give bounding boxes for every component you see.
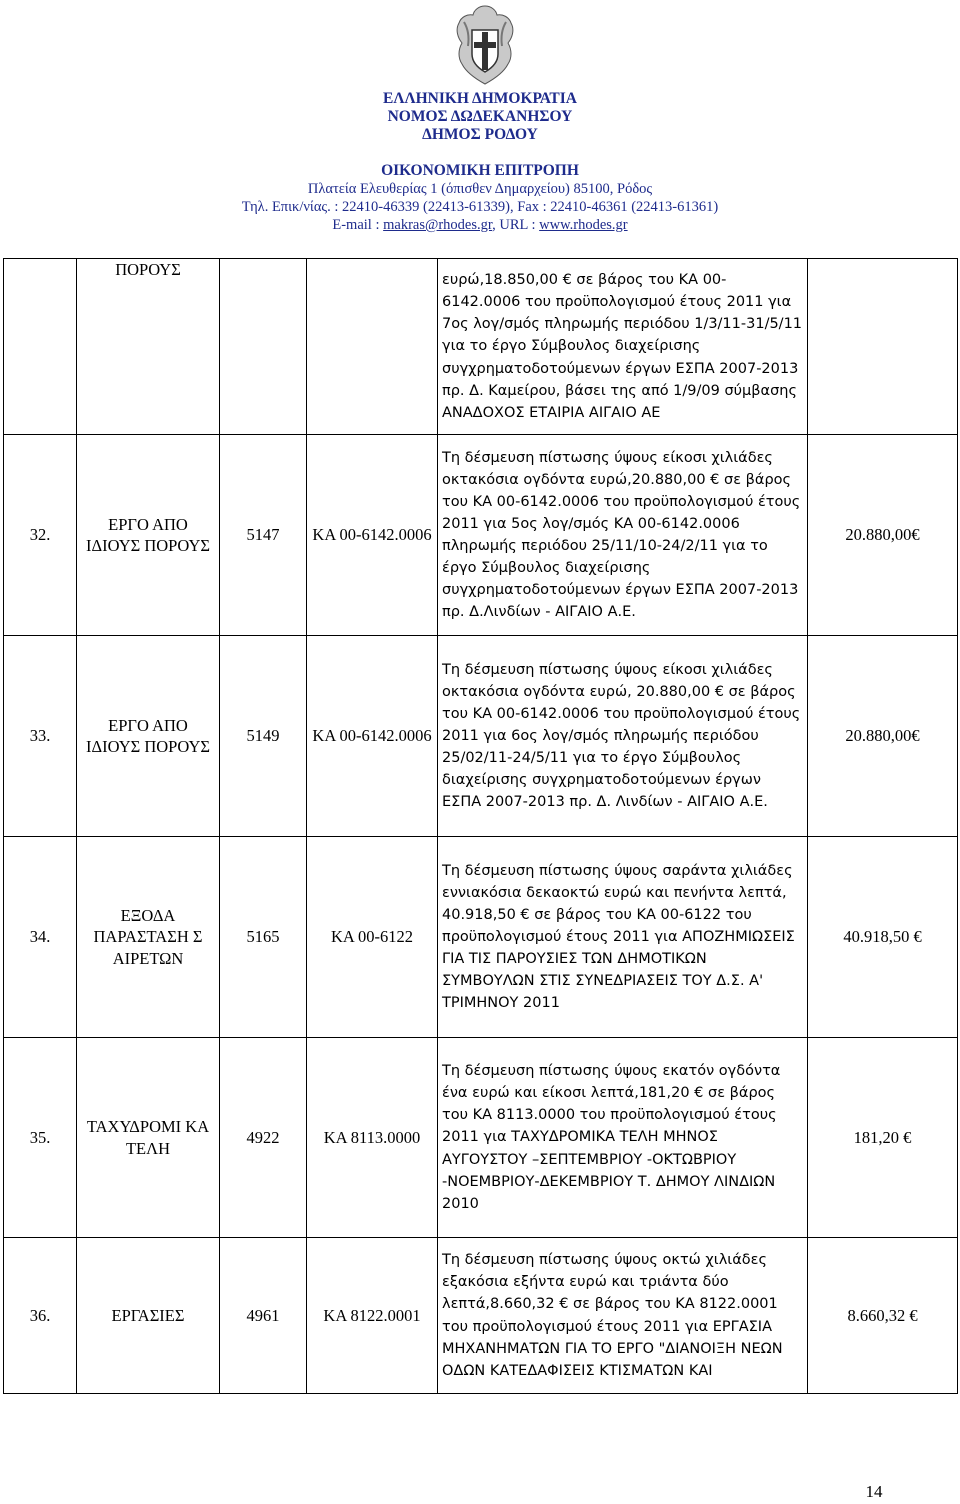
row-description: Τη δέσμευση πίστωσης ύψους εκατόν ογδόντα ένα ευρώ και είκοσι λεπτά,181,20 € σε βάρος του ΚΑ 8113.0000 του προϋπολογισμού έτους 2011 για ΤΑΧΥΔΡΟΜΙΚΑ ΤΕΛΗ ΜΗΝΟΣ ΑΥΓΟΥΣΤΟΥ –ΣΕΠΤΕΜΒΡΙΟΥ -ΟΚΤΩΒΡΙΟΥ -ΝΟΕΜΒΡΙΟΥ-ΔΕΚΕΜΒΡΙΟΥ Τ. ΔΗΜΟΥ ΛΙΝΔΙΩΝ 2010 [438,1038,808,1238]
row-amount: 8.660,32 € [808,1238,958,1394]
row-number: 35. [4,1038,77,1238]
row-description: Τη δέσμευση πίστωσης ύψους είκοσι χιλιάδες οκτακόσια ογδόντα ευρώ, 20.880,00 € σε βάρος του ΚΑ 00-6142.0006 του προϋπολογισμού έτους 2011 για 6ος λογ/σμός πληρωμής περιόδου 25/02/11-24/5/11 για το έργο Σύμβουλος διαχείρισης συγχρηματοδοτούμενων έργων ΕΣΠΑ 2007-2013 πρ. Δ. Λινδίων - ΑΙΓΑΙΟ Α.Ε. [438,636,808,837]
row-title: ΕΞΟΔΑ ΠΑΡΑΣΤΑΣΗ Σ ΑΙΡΕΤΩΝ [77,837,220,1038]
row-kae: ΚΑ 00-6142.0006 [307,636,438,837]
row-number: 34. [4,837,77,1038]
row-amount: 20.880,00€ [808,636,958,837]
table-row [4,636,958,837]
table-row [4,1038,958,1238]
row-amount: 20.880,00€ [808,435,958,636]
row-title: ΠΟΡΟΥΣ [77,259,220,435]
header-prefecture: ΝΟΜΟΣ ΔΩΔΕΚΑΝΗΣΟΥ [387,108,573,125]
row-number: 32. [4,435,77,636]
row-number: 36. [4,1238,77,1394]
email-label: E-mail : [332,217,384,233]
email-link[interactable]: makras@rhodes.gr [383,217,493,233]
row-code: 4922 [220,1038,307,1238]
url-label: , URL : [492,217,540,233]
header-contacts [0,217,960,234]
row-amount [808,259,958,435]
header-address: Πλατεία Ελευθερίας 1 (όπισθεν Δημαρχείου) 85100, Ρόδος [307,181,653,197]
row-kae: ΚΑ 8113.0000 [307,1038,438,1238]
commitments-table [3,258,958,1394]
row-kae: ΚΑ 00-6142.0006 [307,435,438,636]
row-description: Τη δέσμευση πίστωσης ύψους οκτώ χιλιάδες εξακόσια εξήντα ευρώ και τριάντα δύο λεπτά,8.660,32 € σε βάρος του ΚΑ 8122.0001 του προϋπολογισμού έτους 2011 για ΕΡΓΑΣΙΑ ΜΗΧΑΝΗΜΑΤΩΝ ΓΙΑ ΤΟ ΕΡΓΟ "ΔΙΑΝΟΙΞΗ ΝΕΩΝ ΟΔΩΝ ΚΑΤΕΔΑΦΙΣΕΙΣ ΚΤΙΣΜΑΤΩΝ ΚΑΙ [438,1238,808,1394]
row-code [220,259,307,435]
row-title: ΕΡΓΟ ΑΠΟ ΙΔΙΟΥΣ ΠΟΡΟΥΣ [77,435,220,636]
header-committee: ΟΙΚΟΝΟΜΙΚΗ ΕΠΙΤΡΟΠΗ [381,162,579,179]
header-municipality: ΔΗΜΟΣ ΡΟΔΟΥ [422,126,538,143]
header-country: ΕΛΛΗΝΙΚΗ ΔΗΜΟΚΡΑΤΙΑ [383,90,577,107]
table-row [4,837,958,1038]
table-row [4,435,958,636]
table-row [4,259,958,435]
row-number [4,259,77,435]
row-kae [307,259,438,435]
row-code: 4961 [220,1238,307,1394]
greek-coat-of-arms-icon [452,2,518,88]
row-code: 5149 [220,636,307,837]
page-number: 14 [865,1482,883,1501]
url-link[interactable]: www.rhodes.gr [539,217,628,233]
row-title: ΤΑΧΥΔΡΟΜΙ ΚΑ ΤΕΛΗ [77,1038,220,1238]
row-title: ΕΡΓΑΣΙΕΣ [77,1238,220,1394]
row-title: ΕΡΓΟ ΑΠΟ ΙΔΙΟΥΣ ΠΟΡΟΥΣ [77,636,220,837]
row-amount: 40.918,50 € [808,837,958,1038]
row-description: Τη δέσμευση πίστωσης ύψους σαράντα χιλιάδες εννιακόσια δεκαοκτώ ευρώ και πενήντα λεπτά, 40.918,50 € σε βάρος του ΚΑ 00-6122 του προϋπολογισμού έτους 2011 για ΑΠΟΖΗΜΙΩΣΕΙΣ ΓΙΑ ΤΙΣ ΠΑΡΟΥΣΙΕΣ ΤΩΝ ΔΗΜΟΤΙΚΩΝ ΣΥΜΒΟΥΛΩΝ ΣΤΙΣ ΣΥΝΕΔΡΙΑΣΕΙΣ ΤΟΥ Δ.Σ. Α' ΤΡΙΜΗΝΟΥ 2011 [438,837,808,1038]
row-description: ευρώ,18.850,00 € σε βάρος του ΚΑ 00-6142.0006 του προϋπολογισμού έτους 2011 για 7ος λογ/σμός πληρωμής περιόδου 1/3/11-31/5/11 για το έργο Σύμβουλος διαχείρισης συγχρηματοδοτούμενων έργων ΕΣΠΑ 2007-2013 πρ. Δ. Καμείρου, βάσει της από 1/9/09 σύμβασης ΑΝΑΔΟΧΟΣ ΕΤΑΙΡΙΑ ΑΙΓΑΙΟ ΑΕ [438,259,808,435]
row-code: 5147 [220,435,307,636]
row-kae: ΚΑ 8122.0001 [307,1238,438,1394]
row-kae: ΚΑ 00-6122 [307,837,438,1038]
table-row [4,1238,958,1394]
row-description: Τη δέσμευση πίστωσης ύψους είκοσι χιλιάδες οκτακόσια ογδόντα ευρώ,20.880,00 € σε βάρος του ΚΑ 00-6142.0006 του προϋπολογισμού έτους 2011 για 5ος λογ/σμός ΚΑ 00-6142.0006 πληρωμής περιόδου 25/11/10-24/2/11 για το έργο Σύμβουλος διαχείρισης συγχρηματοδοτούμενων έργων ΕΣΠΑ 2007-2013 πρ. Δ.Λινδίων - ΑΙΓΑΙΟ Α.Ε. [438,435,808,636]
header-phones: Τηλ. Επικ/νίας. : 22410-46339 (22413-61339), Fax : 22410-46361 (22413-61361) [241,199,719,215]
row-code: 5165 [220,837,307,1038]
row-number: 33. [4,636,77,837]
row-amount: 181,20 € [808,1038,958,1238]
